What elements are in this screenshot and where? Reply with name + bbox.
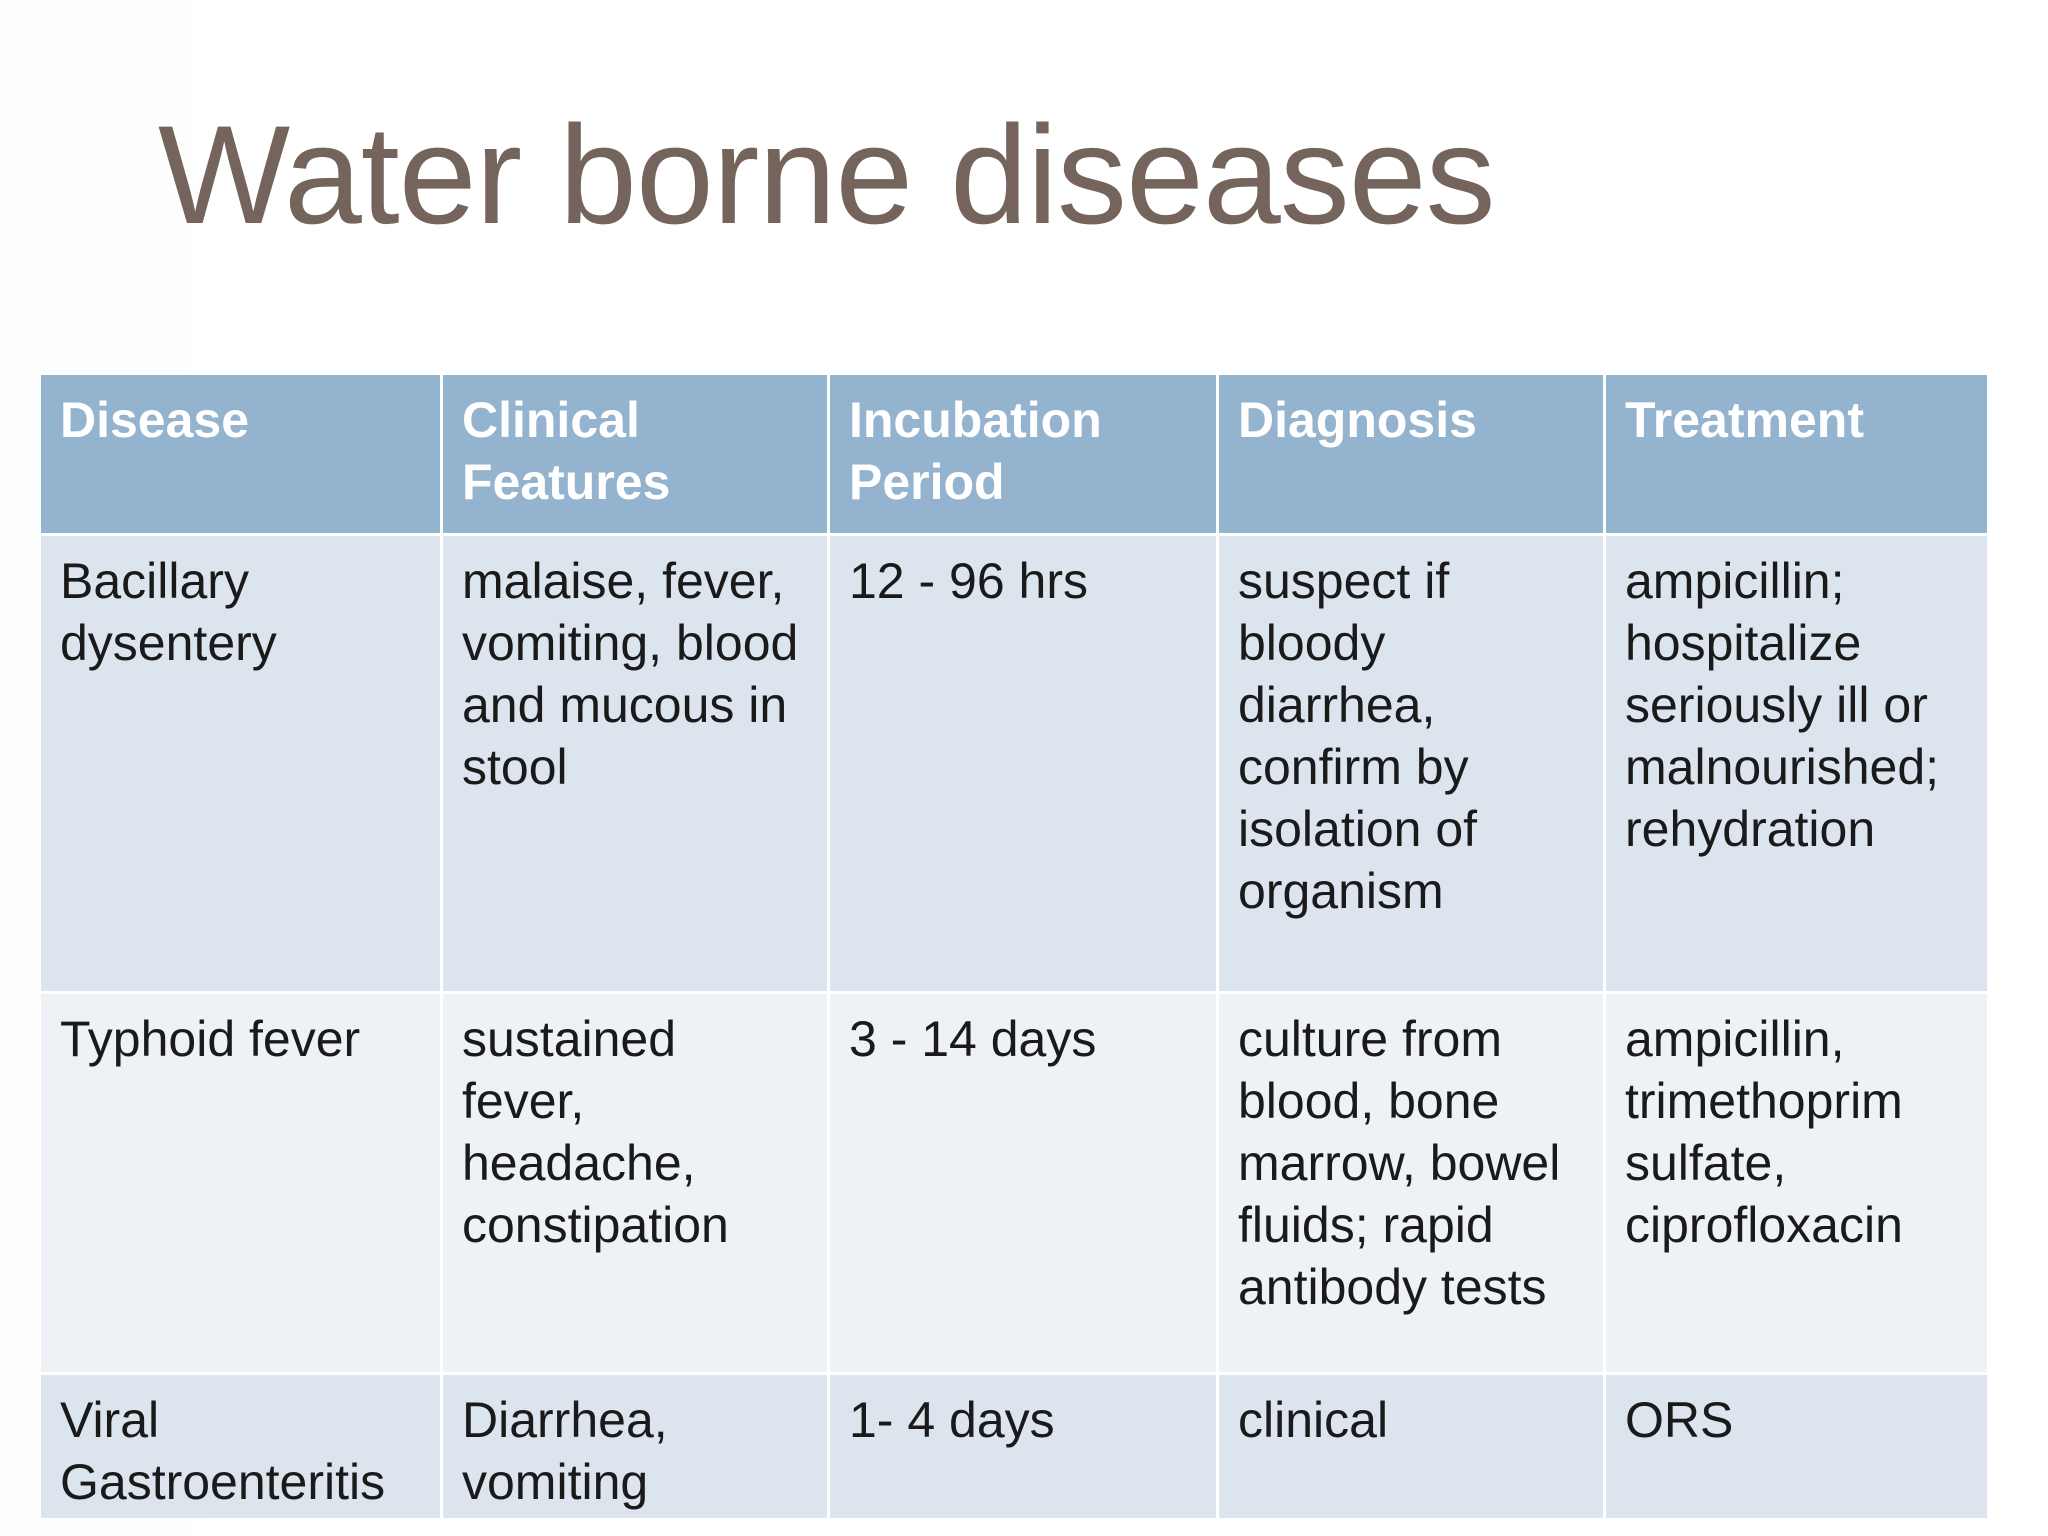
cell-disease: Bacillary dysentery [40, 535, 442, 993]
table-row [40, 535, 1988, 993]
table-row [40, 1374, 1988, 1519]
cell-incubation-period: 12 - 96 hrs [829, 535, 1218, 993]
disease-table-container [38, 372, 1987, 1518]
cell-clinical-features: malaise, fever, vomiting, blood and mucous in stool [442, 535, 829, 993]
table-row [40, 993, 1988, 1374]
cell-treatment: ORS [1605, 1374, 1988, 1519]
header-treatment: Treatment [1605, 374, 1988, 535]
header-incubation-period: Incubation Period [829, 374, 1218, 535]
slide-title: Water borne diseases [158, 96, 1495, 253]
cell-diagnosis: suspect if bloody diarrhea, confirm by isolation of organism [1218, 535, 1605, 993]
header-diagnosis: Diagnosis [1218, 374, 1605, 535]
cell-diagnosis: culture from blood, bone marrow, bowel fluids; rapid antibody tests [1218, 993, 1605, 1374]
table-header-row [40, 374, 1988, 535]
cell-treatment: ampicillin; hospitalize seriously ill or malnourished; rehydration [1605, 535, 1988, 993]
cell-incubation-period: 3 - 14 days [829, 993, 1218, 1374]
header-disease: Disease [40, 374, 442, 535]
cell-treatment: ampicillin, trimethoprim sulfate, ciprofloxacin [1605, 993, 1988, 1374]
disease-table [38, 372, 1987, 1518]
cell-disease: Viral Gastroenteritis [40, 1374, 442, 1519]
header-clinical-features: Clinical Features [442, 374, 829, 535]
cell-clinical-features: sustained fever, headache, constipation [442, 993, 829, 1374]
cell-diagnosis: clinical [1218, 1374, 1605, 1519]
cell-incubation-period: 1- 4 days [829, 1374, 1218, 1519]
cell-clinical-features: Diarrhea, vomiting [442, 1374, 829, 1519]
cell-disease: Typhoid fever [40, 993, 442, 1374]
